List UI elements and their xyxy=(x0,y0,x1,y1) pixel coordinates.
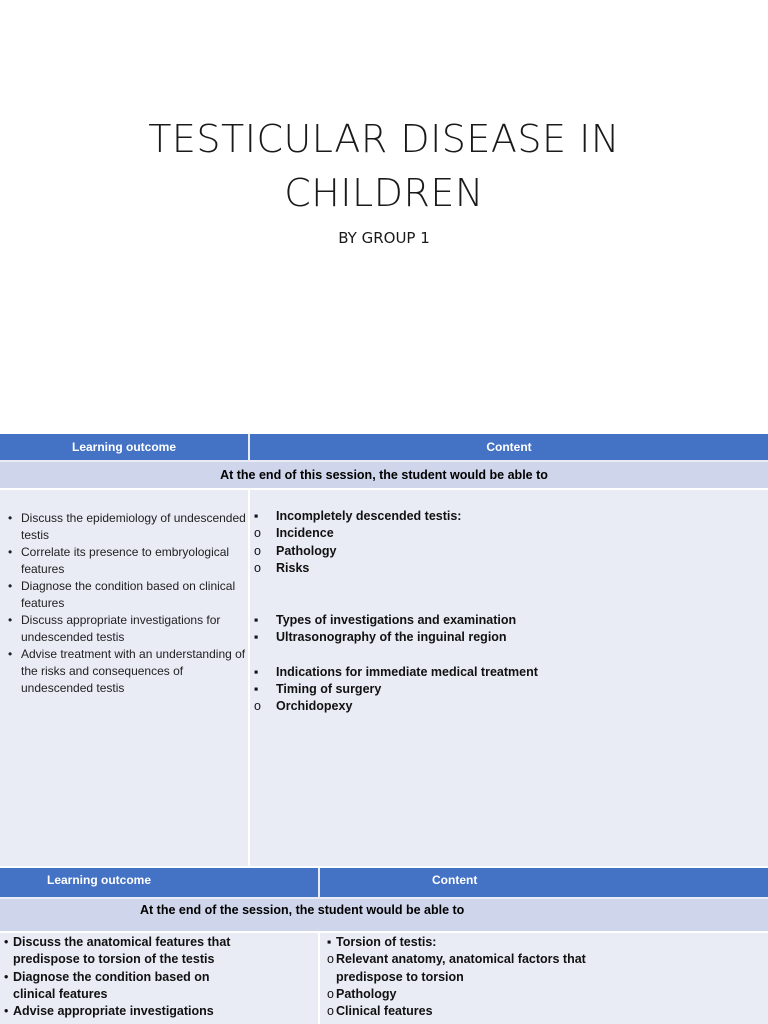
list-item: o Risks xyxy=(254,560,310,575)
content-text: Indications for immediate medical treatment xyxy=(276,664,538,679)
content-text: Pathology xyxy=(276,543,337,558)
slide-title-line-1: TESTICULAR DISEASE IN xyxy=(148,117,620,161)
list-item: ▪ Indications for immediate medical treatment xyxy=(254,664,538,679)
list-item: • Advise appropriate investigations xyxy=(4,1004,214,1019)
list-item: • Diagnose the condition based on clinical features xyxy=(4,969,210,1001)
outcome-text: Advise treatment with an understanding of the risks and consequences of undescended testis xyxy=(21,647,246,695)
content-text: Incompletely descended testis: xyxy=(276,509,462,523)
list-item: • Diagnose the condition based on clinical features xyxy=(8,579,236,610)
header-learning-outcome: Learning outcome xyxy=(0,434,248,460)
list-item: ▪ Timing of surgery xyxy=(254,682,382,697)
content-text: Ultrasonography of the inguinal region xyxy=(276,630,507,645)
session-intro: At the end of the session, the student would be able to xyxy=(0,899,768,931)
content-text: Torsion of testis: xyxy=(336,935,437,949)
outcome-text: Discuss appropriate investigations for undescended testis xyxy=(21,613,221,644)
list-item: • Discuss the anatomical features that predispose to torsion of the testis xyxy=(4,935,231,967)
header-learning-outcome-bg xyxy=(198,868,318,897)
session-intro: At the end of this session, the student would be able to xyxy=(0,462,768,488)
outcomes-cell xyxy=(0,933,318,1024)
list-item: ▪ Torsion of testis: xyxy=(327,935,437,949)
list-item: • Correlate its presence to embryological features xyxy=(8,545,230,576)
list-item: • Discuss appropriate investigations for undescended testis xyxy=(8,613,221,644)
list-item: • Discuss the epidemiology of undescended testis xyxy=(8,511,246,542)
list-item: o Relevant anatomy, anatomical factors that predispose to torsion xyxy=(327,952,586,984)
list-item: ▪ Ultrasonography of the inguinal region xyxy=(254,630,507,645)
content-list xyxy=(250,508,760,716)
list-item: • Advise treatment with an understanding of the risks and consequences of undescended testis xyxy=(8,647,246,695)
content-text: Incidence xyxy=(276,526,334,541)
content-text: Risks xyxy=(276,560,310,575)
list-item: o Pathology xyxy=(254,543,337,558)
outcome-text: Discuss the anatomical features that predispose to torsion of the testis xyxy=(13,935,231,967)
outcomes-cell xyxy=(0,490,248,866)
slide-title-line-2: CHILDREN xyxy=(284,171,484,215)
outcome-text: Discuss the epidemiology of undescended testis xyxy=(21,511,246,542)
header-content: Content xyxy=(320,868,768,897)
list-item: ▪ Incompletely descended testis: xyxy=(254,509,462,523)
learning-outcomes-table-1 xyxy=(0,434,768,866)
content-text: Timing of surgery xyxy=(276,682,382,697)
content-text: Types of investigations and examination xyxy=(276,613,517,628)
list-item: ▪ Types of investigations and examination xyxy=(254,613,517,628)
content-cell xyxy=(320,933,768,1024)
outcome-text: Diagnose the condition based on clinical features xyxy=(21,579,236,610)
title-slide xyxy=(0,0,768,430)
outcome-text: Advise appropriate investigations xyxy=(13,1004,214,1019)
header-content: Content xyxy=(250,434,768,460)
slide-title xyxy=(0,112,768,220)
outcomes-list xyxy=(1,934,251,1020)
content-text: Orchidopexy xyxy=(276,699,353,714)
outcome-text: Diagnose the condition based on clinical features xyxy=(13,969,210,1001)
header-learning-outcome: Learning outcome xyxy=(0,868,198,897)
list-item: o Incidence xyxy=(254,526,334,541)
learning-outcomes-table-2 xyxy=(0,866,768,1024)
list-item: o Pathology xyxy=(327,986,397,1001)
list-item: o Clinical features xyxy=(327,1004,433,1019)
content-list xyxy=(324,934,624,1020)
content-text: Relevant anatomy, anatomical factors that predispose to torsion xyxy=(336,952,586,984)
content-cell xyxy=(250,490,768,866)
outcomes-list xyxy=(2,510,246,697)
content-text: Clinical features xyxy=(336,1004,433,1019)
slide-subtitle: BY GROUP 1 xyxy=(338,229,430,247)
outcome-text: Correlate its presence to embryological features xyxy=(21,545,230,576)
list-item: o Orchidopexy xyxy=(254,699,353,714)
content-text: Pathology xyxy=(336,986,397,1001)
